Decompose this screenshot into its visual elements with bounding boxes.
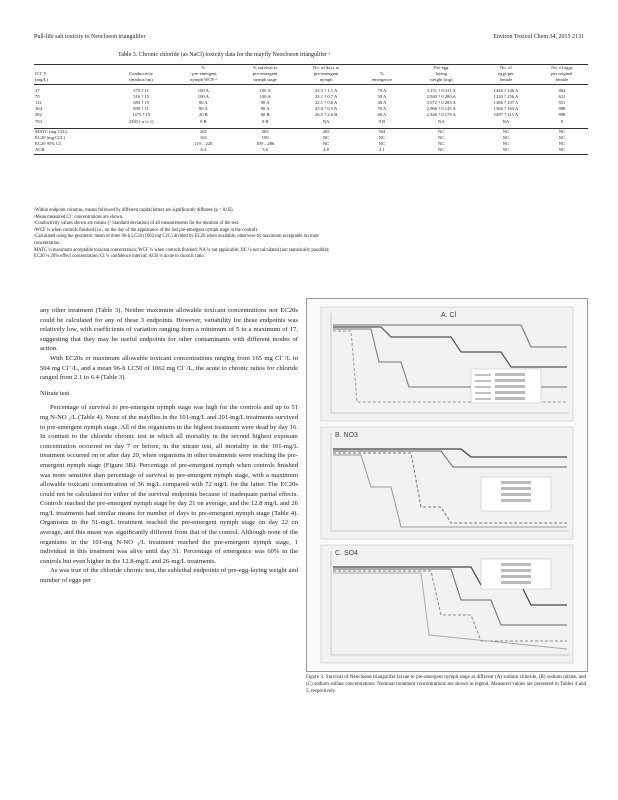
- table-header-cell-3: % survival to: [252, 65, 278, 70]
- table-cell: 60 B: [260, 112, 270, 118]
- table-cell: NC: [502, 141, 510, 147]
- table-cell: 1446 ? 146 A: [493, 87, 519, 93]
- table-header-cell-0: [34, 65, 111, 72]
- table-footnote: concentration.: [34, 240, 61, 246]
- table-cell: EC20 (mg Cl/L): [35, 135, 66, 141]
- table-header-cell-2: ᶜ pre-emergent: [189, 71, 217, 77]
- table-header-cell-8: female: [555, 77, 569, 83]
- table-cell: ACR: [35, 147, 45, 153]
- panel-c-label: C. SO4: [335, 550, 358, 557]
- table-cell: 899 ? 11: [133, 106, 149, 112]
- table-cell: 1320 ? 256 A: [493, 93, 519, 99]
- table-cell: 6.4: [200, 147, 207, 153]
- table-cell: NC: [378, 141, 386, 147]
- table-cell: 50 A: [377, 93, 387, 99]
- table-cell: 112: [35, 100, 42, 106]
- table-header-cell-2: %: [201, 65, 206, 70]
- table-cell: NC: [502, 135, 510, 141]
- table-cell: 90 A: [260, 100, 270, 106]
- table-cell: NC: [558, 147, 566, 153]
- paragraph: As was true of the chloride chronic test, the sublethal endpoints of pre-egg-laying weight and number of eggs per: [40, 567, 298, 585]
- paragraph: any other treatment (Table 3). Neither maximum allowable toxicant concentrations nor EC20s could be calculated for any of these 3 endpoints. However, variability for these endpoints was relatively low, with coefﬁcients of variation ranging from a minimum of 5 to a maximum of 17, suggesting that they may be useful endpoints for other contaminants with different modes of action.: [40, 307, 298, 353]
- table-header-cell-1: (mmhos/cm): [129, 77, 153, 83]
- table-cell: NC: [502, 128, 510, 134]
- body-column-left: [40, 306, 298, 586]
- panel-b-label: B. NO3: [335, 432, 358, 439]
- table-header-cell-2: nymph WCF ᵈ: [190, 77, 217, 83]
- table-cell: 2.940 ? 0.280 A: [426, 93, 456, 99]
- table-header-cell-7: female: [499, 77, 513, 83]
- table-cell: 165: [199, 135, 207, 141]
- table-footnotes: [34, 208, 588, 261]
- table-summary-row: [34, 128, 588, 135]
- table-cell: 265: [261, 128, 269, 134]
- table-footnote: ᵉCalculated using the geometric mean of three 96-h LC50 (1062 mg Cl/L) divided by EC20 when available, otherwise by maximum acceptable toxicant: [34, 234, 319, 240]
- table-cell: 265: [322, 128, 330, 134]
- table-header-cell-8: No. of eggs: [551, 65, 573, 70]
- table-cell: NA: [437, 118, 445, 124]
- table-cell: 26.5 ? 2.6 B: [314, 112, 338, 118]
- table-cell: 683 ? 15: [133, 100, 150, 106]
- table-header-cell-4: nymph: [319, 77, 333, 83]
- panel-b: [321, 427, 573, 539]
- table-header-cell-6: Pre-egg: [434, 65, 449, 70]
- table-cell: 375 ? 11: [133, 87, 149, 93]
- table-cell: 551: [558, 100, 566, 106]
- table-cell: [111, 147, 171, 154]
- table-cell: 4.0: [323, 147, 330, 153]
- table-footnote: MATC ¼ maximum acceptable toxicant concentration; WCF ¼ when controls ﬁnished; NA ¼ not applicable; NC ¼ not calculated (not statistically possible);: [34, 247, 330, 253]
- table-cell: 0 B: [200, 118, 207, 124]
- figure-3-graphic: [307, 299, 587, 671]
- table-cell: 100 A: [259, 93, 271, 99]
- table-cell: 100 A: [259, 87, 271, 93]
- section-heading: Nitrate test: [40, 389, 70, 397]
- running-header-right: Environ Toxicol Chem 34, 2015 2131: [493, 34, 584, 40]
- table-cell: 22.1 ? 0.6 A: [314, 100, 338, 106]
- table-cell: 23.0 ? 0.5 A: [314, 106, 338, 112]
- table-header-cell-3: nymph stage: [253, 77, 277, 83]
- table-cell: 40 A: [377, 100, 387, 106]
- table-cell: 20 B: [198, 112, 208, 118]
- table-footnote: EC20 ¼ 20% effect concentration; CI ¼ conﬁdence interval; ACR ¼ acute to chronic ratio.: [34, 254, 205, 260]
- table-row: [34, 119, 588, 125]
- table-cell: NC: [438, 128, 445, 134]
- table-cell: 70: [35, 93, 40, 99]
- table-cell: 27: [35, 87, 40, 93]
- table-footnote: ᵇMean measured Cl⁻ concentrations are shown.: [34, 214, 124, 220]
- table-cell: NC: [322, 135, 330, 141]
- table-header-cell-5: [358, 65, 407, 72]
- table-header-cell-5: %: [379, 71, 384, 77]
- paragraph: With EC20s or maximum allowable toxicant concentrations ranging from 165 mg Cl⁻/L to 504 mg Cl⁻/L, and a mean 96-h LC50 of 1062 mg Cl⁻/L, the acute to chronic ratios for chloride ranged from 2.1 to 6.4 (Table 3).: [40, 354, 298, 382]
- table-footnote: ᵈWCF ¼ when controls ﬁnished (i.e., on the day of the appearance of the last pre-emergent nymph stage in the control).: [34, 227, 259, 233]
- table-cell: 100 A: [197, 93, 209, 99]
- table-cell: 164: [35, 106, 42, 112]
- table-cell: 5.6: [262, 147, 268, 153]
- figure-caption: Figure 3. Survival of Neocloeon triangulifer larvae to pre-emergent nymph stage at different (A) sodium chloride, (B) sodium nitrate, and (C) sodium sulfate concentrations. Nominal treatment concentrations are shown in legend. Measured values are presented in Tables 4 and 5, respectively.: [306, 675, 586, 695]
- table-cell: 1366 ? 163 A: [493, 106, 519, 112]
- table-cell: 1386 ? 107 A: [493, 100, 519, 106]
- table-cell: 898: [558, 112, 566, 118]
- table-cell: NC: [558, 128, 566, 134]
- table-cell: 70 A: [377, 87, 387, 93]
- table-cell: EC20 95% CI: [35, 141, 61, 147]
- table-cell: 504: [378, 128, 386, 134]
- table-footnote: ᶜConductivity values shown are means (? Standard deviation) of all measurements for the duration of the test.: [34, 221, 240, 227]
- table-cell: 0 B: [261, 118, 269, 124]
- table-cell: NC: [558, 135, 566, 141]
- table-header-cell-6: laying: [435, 71, 447, 77]
- table-caption: Table 3. Chronic chloride (as NaCl) toxicity data for the mayfly Neocloeon triangulifer ᵃ: [118, 52, 331, 58]
- table-summary-row: [34, 147, 588, 154]
- panel-c: [321, 545, 573, 663]
- table-cell: 2.966 ? 0.145 A: [426, 106, 456, 112]
- table-cell: NC: [322, 141, 330, 147]
- table-cell: 23.5 ? 1.1 A: [314, 87, 338, 93]
- table-header-cell-4: pre-emergent: [313, 71, 339, 77]
- table-cell: 0 B: [378, 118, 386, 124]
- table-header-cell-3: pre-emergent: [252, 71, 278, 77]
- table-cell: [111, 128, 171, 135]
- table-header-cell-1: [111, 65, 171, 72]
- table-cell: 2.346 ? 0.179 A: [426, 112, 456, 118]
- table-cell: 3.151 ? 0.311 A: [426, 87, 456, 93]
- panel-a: [321, 307, 573, 421]
- table-cell: 80 A: [198, 106, 208, 112]
- table-header-cell-6: weight (mg): [429, 77, 453, 83]
- table-cell: NC: [438, 147, 445, 153]
- table-cell: 1473 ? 15: [132, 112, 151, 118]
- table-header-cell-1: Conductivity: [129, 71, 154, 77]
- running-header-left: Pull-life salt toxicity to Neocloeon triangulifer: [34, 34, 146, 40]
- table-cell: NC: [378, 135, 386, 141]
- table-cell: 80 A: [260, 106, 270, 112]
- table-cell: MATC (mg Cl/L): [35, 128, 68, 134]
- table-header-cell-0: (mg/L): [35, 77, 49, 83]
- table-cell: 100 A: [197, 87, 209, 93]
- table-header-cell-7: No. of: [500, 65, 512, 70]
- table-cell: 3.072 ? 0.283 A: [426, 100, 456, 106]
- table-cell: 70 A: [377, 106, 387, 112]
- table-cell: NC: [558, 141, 566, 147]
- table-cell: 864: [558, 87, 566, 93]
- table-cell: 1497 ? 115 A: [493, 112, 519, 118]
- table-cell: 60 A: [377, 112, 387, 118]
- table-header-cell-0: [Cl⁻]ᵇ: [35, 71, 47, 77]
- table-cell: 888: [558, 106, 566, 112]
- table-cell: 0: [560, 118, 564, 124]
- table-cell: NC: [502, 147, 510, 153]
- table-cell: 516 ? 15: [133, 93, 150, 99]
- table-cell: 109 – 286: [255, 141, 275, 147]
- table-header-cell-5: emergence: [371, 77, 392, 83]
- panel-a-label: A. Cl: [441, 312, 457, 319]
- table-cell: NC: [438, 135, 445, 141]
- table-cell: 631: [558, 93, 566, 99]
- table-footnote: ᵃWithin endpoint columns, means followed by different capital letters are signiﬁcantly different (p < 0.05).: [34, 208, 234, 213]
- table-cell: 703: [35, 118, 42, 124]
- table-cell: 90 A: [198, 100, 208, 106]
- table-cell: NC: [438, 141, 445, 147]
- table-cell: 23.1 ? 0.7 A: [314, 93, 338, 99]
- paragraph: Percentage of survival to pre-emergent nymph stage was high for the controls and up to 51 mg N-NO ₃/L (Table 4). None of the mayﬂies in the 101-mg/L and 201-mg/L treatments survived to pre-emergent nymph stage. All of the organisms in the highest treatment were dead by day 16. In contrast to the chloride chronic test in which all mortality in the second highest exposure concentration occurred on day 7 or before, in the nitrate test, all mortality in the 101-mg/L treatment occurred on or after day 20, when organisms in other treatments were reaching the pre-emergent nymph stage (Figure 3B). Percentage of pre-emergent nymph when controls ﬁnished was more sensitive than percentage of survival to pre-emergent nymph stage, with a maximum allowable toxicant concentration of 36 mg/L compared with 72 mg/L for the latter. The EC20s could not be calculated for either of the survival endpoints because of inadequate partial effects. Controls reached the pre-emergent nymph stage by day 21 on average, and the 12.8 mg/L and 26 mg/L treatments had similar means for number of days to pre-emergent nymph stage (Table 4). Organisms in the 51-mg/L treatment reached the pre-emergent nymph stage on day 22 on average, and this mean was signiﬁcantly different from that of the control. Although none of the organisms in the 101-mg N-NO ₃/L treatment reached the pre-emergent nymph stage, 1 individual in this treatment was alive until day 31. Percentage of emergence was 60% in the controls but even higher in the 12.8-mg/L and 26-mg/L treatments.: [40, 404, 298, 565]
- table-cell: NA: [322, 118, 330, 124]
- table-cell: 2.1: [379, 147, 385, 153]
- table-cell: 265: [199, 128, 207, 134]
- table-cell: 190: [261, 135, 269, 141]
- table-cell: 2350 ( n ¼ 1): [128, 118, 154, 124]
- table-header-cell-4: No. of days to: [313, 65, 340, 70]
- table-cell: NA: [502, 118, 510, 124]
- table-header-cell-8: per original: [551, 71, 573, 77]
- figure-3: [306, 298, 588, 672]
- table-header-cell-7: eggs per: [498, 71, 514, 77]
- table-3: [34, 64, 588, 155]
- table-cell: 119 – 220: [194, 141, 213, 147]
- table-cell: 382: [35, 112, 42, 118]
